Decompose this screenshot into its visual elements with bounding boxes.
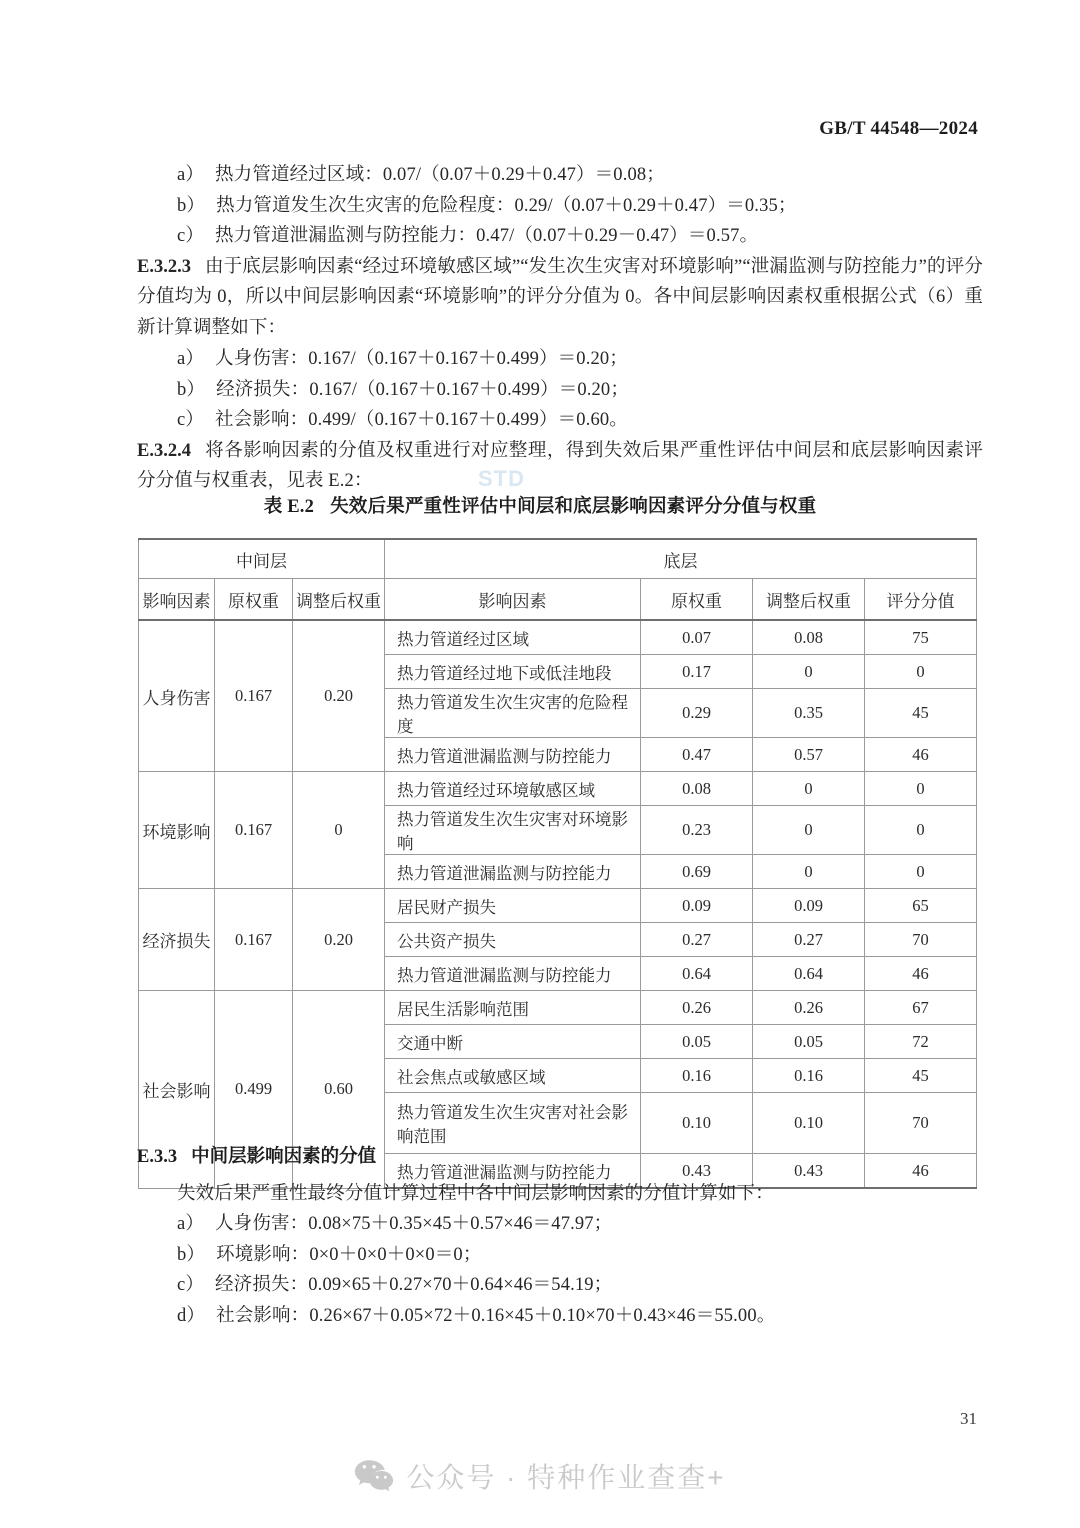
col-header-middle-factor: 影响因素 bbox=[139, 579, 215, 621]
list-item-text: 经济损失：0.167/（0.167＋0.167＋0.499）＝0.20； bbox=[216, 379, 629, 400]
cell-factor: 热力管道泄漏监测与防控能力 bbox=[385, 957, 641, 991]
group-header-bottom-layer: 底层 bbox=[385, 539, 977, 579]
list-marker: b） bbox=[177, 195, 206, 216]
cell-orig: 0.16 bbox=[641, 1059, 753, 1093]
col-header-bottom-score: 评分分值 bbox=[865, 579, 977, 621]
cell-orig: 0.05 bbox=[641, 1025, 753, 1059]
watermark-text: 公众号 · 特种作业查查+ bbox=[406, 1462, 726, 1493]
cell-factor: 热力管道经过环境敏感区域 bbox=[385, 772, 641, 806]
list-item bbox=[137, 191, 983, 222]
cell-orig: 0.07 bbox=[641, 620, 753, 655]
cell-score: 67 bbox=[865, 991, 977, 1025]
clause-e323 bbox=[137, 252, 983, 344]
table-row bbox=[139, 889, 977, 923]
list-item bbox=[137, 1301, 983, 1332]
cell-orig: 0.10 bbox=[641, 1093, 753, 1154]
cell-score: 65 bbox=[865, 889, 977, 923]
cell-score: 70 bbox=[865, 923, 977, 957]
list-marker: a） bbox=[177, 1214, 205, 1234]
list-marker: a） bbox=[177, 349, 205, 369]
page-number: 31 bbox=[960, 1409, 977, 1428]
cell-factor: 热力管道泄漏监测与防控能力 bbox=[385, 1154, 641, 1189]
cell-score: 46 bbox=[865, 738, 977, 772]
list-marker: c） bbox=[177, 226, 205, 246]
list-item bbox=[137, 1240, 983, 1271]
cell-factor: 公共资产损失 bbox=[385, 923, 641, 957]
group-name: 社会影响 bbox=[139, 991, 215, 1189]
clause-e324 bbox=[137, 436, 983, 497]
cell-orig: 0.08 bbox=[641, 772, 753, 806]
list-item-text: 经济损失：0.09×65＋0.27×70＋0.64×46＝54.19； bbox=[215, 1275, 613, 1295]
cell-score: 70 bbox=[865, 1093, 977, 1154]
cell-score: 72 bbox=[865, 1025, 977, 1059]
col-header-middle-adj: 调整后权重 bbox=[293, 579, 385, 621]
cell-orig: 0.43 bbox=[641, 1154, 753, 1189]
list-item-text: 社会影响：0.499/（0.167＋0.167＋0.499）＝0.60。 bbox=[215, 410, 628, 430]
cell-score: 0 bbox=[865, 655, 977, 689]
cell-factor: 热力管道经过地下或低洼地段 bbox=[385, 655, 641, 689]
section-heading bbox=[137, 1142, 983, 1173]
cell-orig: 0.17 bbox=[641, 655, 753, 689]
cell-adj: 0 bbox=[753, 855, 865, 889]
group-adj-weight: 0.60 bbox=[293, 991, 385, 1189]
group-adj-weight: 0.20 bbox=[293, 620, 385, 772]
cell-orig: 0.47 bbox=[641, 738, 753, 772]
cell-adj: 0.10 bbox=[753, 1093, 865, 1154]
wechat-icon bbox=[354, 1459, 394, 1493]
clause-text: 将各影响因素的分值及权重进行对应整理，得到失效后果严重性评估中间层和底层影响因素评分分值与权重表，见表 E.2： bbox=[137, 440, 983, 491]
list-marker: c） bbox=[177, 1275, 205, 1295]
list-item bbox=[137, 1270, 983, 1301]
table-column-header-row bbox=[139, 579, 977, 621]
cell-factor: 交通中断 bbox=[385, 1025, 641, 1059]
cell-factor: 居民生活影响范围 bbox=[385, 991, 641, 1025]
cell-orig: 0.09 bbox=[641, 889, 753, 923]
table-caption-title: 失效后果严重性评估中间层和底层影响因素评分分值与权重 bbox=[330, 497, 817, 517]
cell-orig: 0.29 bbox=[641, 689, 753, 738]
table-e2 bbox=[138, 538, 977, 1189]
cell-orig: 0.23 bbox=[641, 806, 753, 855]
list-clause-e323 bbox=[137, 344, 983, 436]
cell-adj: 0.16 bbox=[753, 1059, 865, 1093]
cell-adj: 0.08 bbox=[753, 620, 865, 655]
cell-factor: 热力管道经过区域 bbox=[385, 620, 641, 655]
cell-factor: 热力管道泄漏监测与防控能力 bbox=[385, 855, 641, 889]
group-orig-weight: 0.499 bbox=[215, 991, 293, 1189]
list-marker: a） bbox=[177, 165, 205, 185]
clause-text: 由于底层影响因素“经过环境敏感区域”“发生次生灾害对环境影响”“泄漏监测与防控能力”的评分分值均为 0，所以中间层影响因素“环境影响”的评分分值为 0。各中间层影响因素权重根据公式（6）重新计算调整如下： bbox=[137, 256, 983, 338]
wechat-watermark bbox=[0, 1456, 1080, 1496]
cell-adj: 0 bbox=[753, 655, 865, 689]
list-item-text: 人身伤害：0.167/（0.167＋0.167＋0.499）＝0.20； bbox=[215, 349, 628, 369]
group-orig-weight: 0.167 bbox=[215, 889, 293, 991]
cell-adj: 0 bbox=[753, 772, 865, 806]
cell-factor: 热力管道发生次生灾害对社会影响范围 bbox=[385, 1093, 641, 1154]
cell-factor: 热力管道泄漏监测与防控能力 bbox=[385, 738, 641, 772]
list-item-text: 热力管道经过区域：0.07/（0.07＋0.29＋0.47）＝0.08； bbox=[215, 165, 665, 185]
group-orig-weight: 0.167 bbox=[215, 772, 293, 889]
group-header-middle-layer: 中间层 bbox=[139, 539, 385, 579]
list-item bbox=[137, 375, 983, 406]
group-adj-weight: 0 bbox=[293, 772, 385, 889]
section-number: E.3.3 bbox=[137, 1147, 178, 1167]
cell-score: 45 bbox=[865, 1059, 977, 1093]
list-item-text: 人身伤害：0.08×75＋0.35×45＋0.57×46＝47.97； bbox=[215, 1214, 613, 1234]
document-body bbox=[137, 160, 983, 498]
group-name: 人身伤害 bbox=[139, 620, 215, 772]
cell-adj: 0.43 bbox=[753, 1154, 865, 1189]
cell-score: 0 bbox=[865, 772, 977, 806]
col-header-middle-orig: 原权重 bbox=[215, 579, 293, 621]
cell-adj: 0.57 bbox=[753, 738, 865, 772]
list-item bbox=[137, 221, 983, 252]
table-caption-label: 表 E.2 bbox=[263, 497, 315, 517]
cell-orig: 0.26 bbox=[641, 991, 753, 1025]
table-row bbox=[139, 991, 977, 1025]
cell-adj: 0.26 bbox=[753, 991, 865, 1025]
group-name: 经济损失 bbox=[139, 889, 215, 991]
section-intro: 失效后果严重性最终分值计算过程中各中间层影响因素的分值计算如下： bbox=[177, 1183, 774, 1204]
cell-adj: 0.09 bbox=[753, 889, 865, 923]
page-header-standard-id: GB/T 44548—2024 bbox=[819, 118, 978, 139]
cell-factor: 热力管道发生次生灾害对环境影响 bbox=[385, 806, 641, 855]
list-continued-weights bbox=[137, 160, 983, 252]
cell-score: 46 bbox=[865, 1154, 977, 1189]
list-item-text: 热力管道泄漏监测与防控能力：0.47/（0.07＋0.29－0.47）＝0.57。 bbox=[215, 226, 759, 246]
cell-adj: 0.64 bbox=[753, 957, 865, 991]
section-title: 中间层影响因素的分值 bbox=[191, 1147, 377, 1167]
list-item bbox=[137, 1209, 983, 1240]
list-item-text: 热力管道发生次生灾害的危险程度：0.29/（0.07＋0.29＋0.47）＝0.35； bbox=[216, 195, 797, 216]
cell-score: 75 bbox=[865, 620, 977, 655]
cell-factor: 热力管道发生次生灾害的危险程度 bbox=[385, 689, 641, 738]
cell-adj: 0.27 bbox=[753, 923, 865, 957]
cell-adj: 0.35 bbox=[753, 689, 865, 738]
group-adj-weight: 0.20 bbox=[293, 889, 385, 991]
list-item bbox=[137, 160, 983, 191]
section-e33 bbox=[137, 1142, 983, 1331]
list-item bbox=[137, 405, 983, 436]
table-e2-wrapper bbox=[138, 538, 976, 1189]
cell-orig: 0.64 bbox=[641, 957, 753, 991]
cell-score: 46 bbox=[865, 957, 977, 991]
clause-number: E.3.2.3 bbox=[137, 256, 191, 277]
cell-score: 45 bbox=[865, 689, 977, 738]
list-item-text: 社会影响：0.26×67＋0.05×72＋0.16×45＋0.10×70＋0.43×46＝55.00。 bbox=[216, 1305, 776, 1326]
table-caption bbox=[0, 492, 1080, 518]
group-orig-weight: 0.167 bbox=[215, 620, 293, 772]
table-row bbox=[139, 620, 977, 655]
cell-factor: 居民财产损失 bbox=[385, 889, 641, 923]
list-marker: d） bbox=[177, 1305, 206, 1326]
stamp-watermark-fragment: STD bbox=[478, 466, 525, 491]
cell-adj: 0 bbox=[753, 806, 865, 855]
col-header-bottom-adj: 调整后权重 bbox=[753, 579, 865, 621]
cell-score: 0 bbox=[865, 806, 977, 855]
col-header-bottom-orig: 原权重 bbox=[641, 579, 753, 621]
group-name: 环境影响 bbox=[139, 772, 215, 889]
list-marker: b） bbox=[177, 1244, 206, 1265]
table-row bbox=[139, 772, 977, 806]
list-item bbox=[137, 344, 983, 375]
clause-number: E.3.2.4 bbox=[137, 440, 191, 461]
cell-score: 0 bbox=[865, 855, 977, 889]
list-marker: b） bbox=[177, 379, 206, 400]
cell-orig: 0.69 bbox=[641, 855, 753, 889]
cell-orig: 0.27 bbox=[641, 923, 753, 957]
list-item-text: 环境影响：0×0＋0×0＋0×0＝0； bbox=[216, 1244, 482, 1265]
table-group-header-row bbox=[139, 539, 977, 579]
cell-factor: 社会焦点或敏感区域 bbox=[385, 1059, 641, 1093]
cell-adj: 0.05 bbox=[753, 1025, 865, 1059]
list-marker: c） bbox=[177, 410, 205, 430]
col-header-bottom-factor: 影响因素 bbox=[385, 579, 641, 621]
